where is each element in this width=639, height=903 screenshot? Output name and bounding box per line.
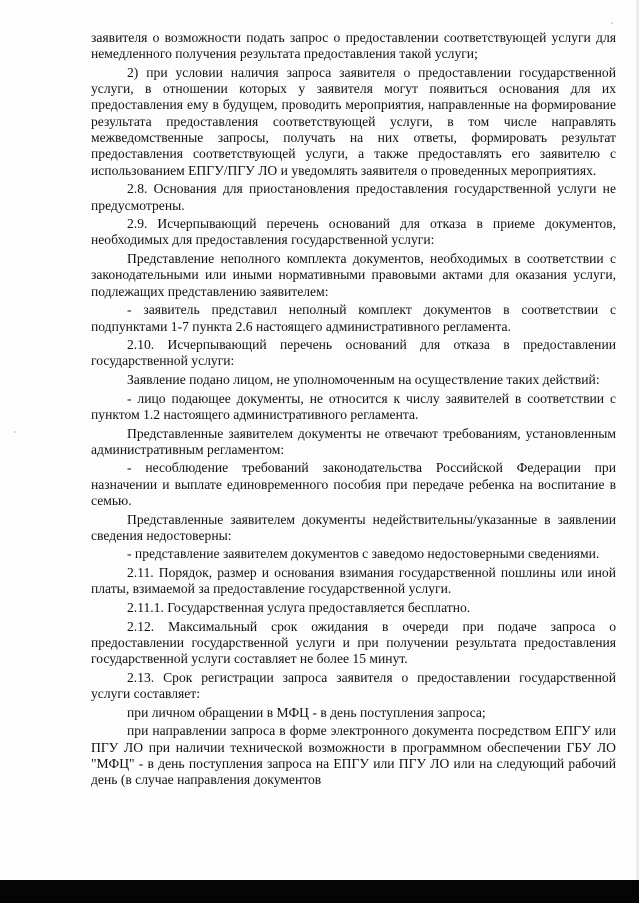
section-2-9: 2.9. Исчерпывающий перечень оснований для отказа в приеме документов, необходимых для предоставления государственной услуги: [91,216,616,248]
paragraph-continuation: заявителя о возможности подать запрос о предоставлении соответствующей услуги для немедленного получения результата предоставления такой услуги; [91,30,616,62]
section-2-12: 2.12. Максимальный срок ожидания в очереди при подаче запроса о предоставлении государственной услуги и при получении результата предоставления государственной услуги составляет не более 15 минут. [91,618,616,667]
paragraph-unauthorized: Заявление подано лицом, не уполномоченным на осуществление таких действий: [127,372,600,388]
list-item-false-info: - представление заявителем документов с заведомо недостоверными сведениями. [127,546,600,562]
paragraph-mfc-visit: при личном обращении в МФЦ - в день поступления запроса; [127,704,486,720]
scan-speck [14,431,16,433]
scan-border-bar [0,880,639,903]
paragraph-incomplete-set: Представление неполного комплекта документов, необходимых в соответствии с законодательными или иными нормативными правовыми актами для оказания услуги, подлежащих представлению заявителем: [91,251,616,299]
list-item-not-applicant: - лицо подающее документы, не относится к числу заявителей в соответствии с пунктом 1.2 настоящего административного регламента. [91,390,616,422]
section-2-13: 2.13. Срок регистрации запроса заявителя о предоставлении государственной услуги составляет: [91,669,616,702]
paragraph-item-2: 2) при условии наличия запроса заявителя о предоставлении государственной услуги, в отношении которых у заявителя могут появиться основания для их предоставления ему в будущем, проводить мероприятия, направленные на формирование результата предоставления соответствующей услуги, в том числе направлять межведомственные запросы, получать на них ответы, формировать результат предоставления соответствующей услуги, а также предоставлять его заявителю с использованием ЕПГУ/ПГУ ЛО и уведомлять заявителя о проведенных мероприятиях. [91,64,616,178]
section-2-10: 2.10. Исчерпывающий перечень оснований для отказа в предоставлении государственной услуги: [91,337,616,369]
section-2-11: 2.11. Порядок, размер и основания взимания государственной пошлины или иной платы, взимаемой за предоставление государственной услуги. [91,565,616,597]
paragraph-electronic-request: при направлении запроса в форме электронного документа посредством ЕПГУ или ПГУ ЛО при наличии технической возможности в программном обеспечении ГБУ ЛО "МФЦ" - в день поступления запроса на ЕПГУ или ПГУ ЛО или на следующий рабочий день (в случае направления документов [91,723,616,788]
paragraph-invalid-docs: Представленные заявителем документы недействительны/указанные в заявлении сведения недостоверны: [91,511,616,543]
document-body [91,30,616,791]
list-item-noncompliance: - несоблюдение требований законодательства Российской Федерации при назначении и выплате единовременного пособия при передаче ребенка на воспитание в семью. [91,460,616,508]
section-2-11-1: 2.11.1. Государственная услуга предоставляется бесплатно. [127,599,471,615]
paragraph-requirements: Представленные заявителем документы не отвечают требованиям, установленным административным регламентом: [91,425,616,457]
section-2-8: 2.8. Основания для приостановления предоставления государственной услуги не предусмотрены. [91,181,616,213]
list-item-incomplete-docs: - заявитель представил неполный комплект документов в соответствии с подпунктами 1-7 пункта 2.6 настоящего административного регламента. [91,302,616,334]
scan-speck [611,22,613,24]
